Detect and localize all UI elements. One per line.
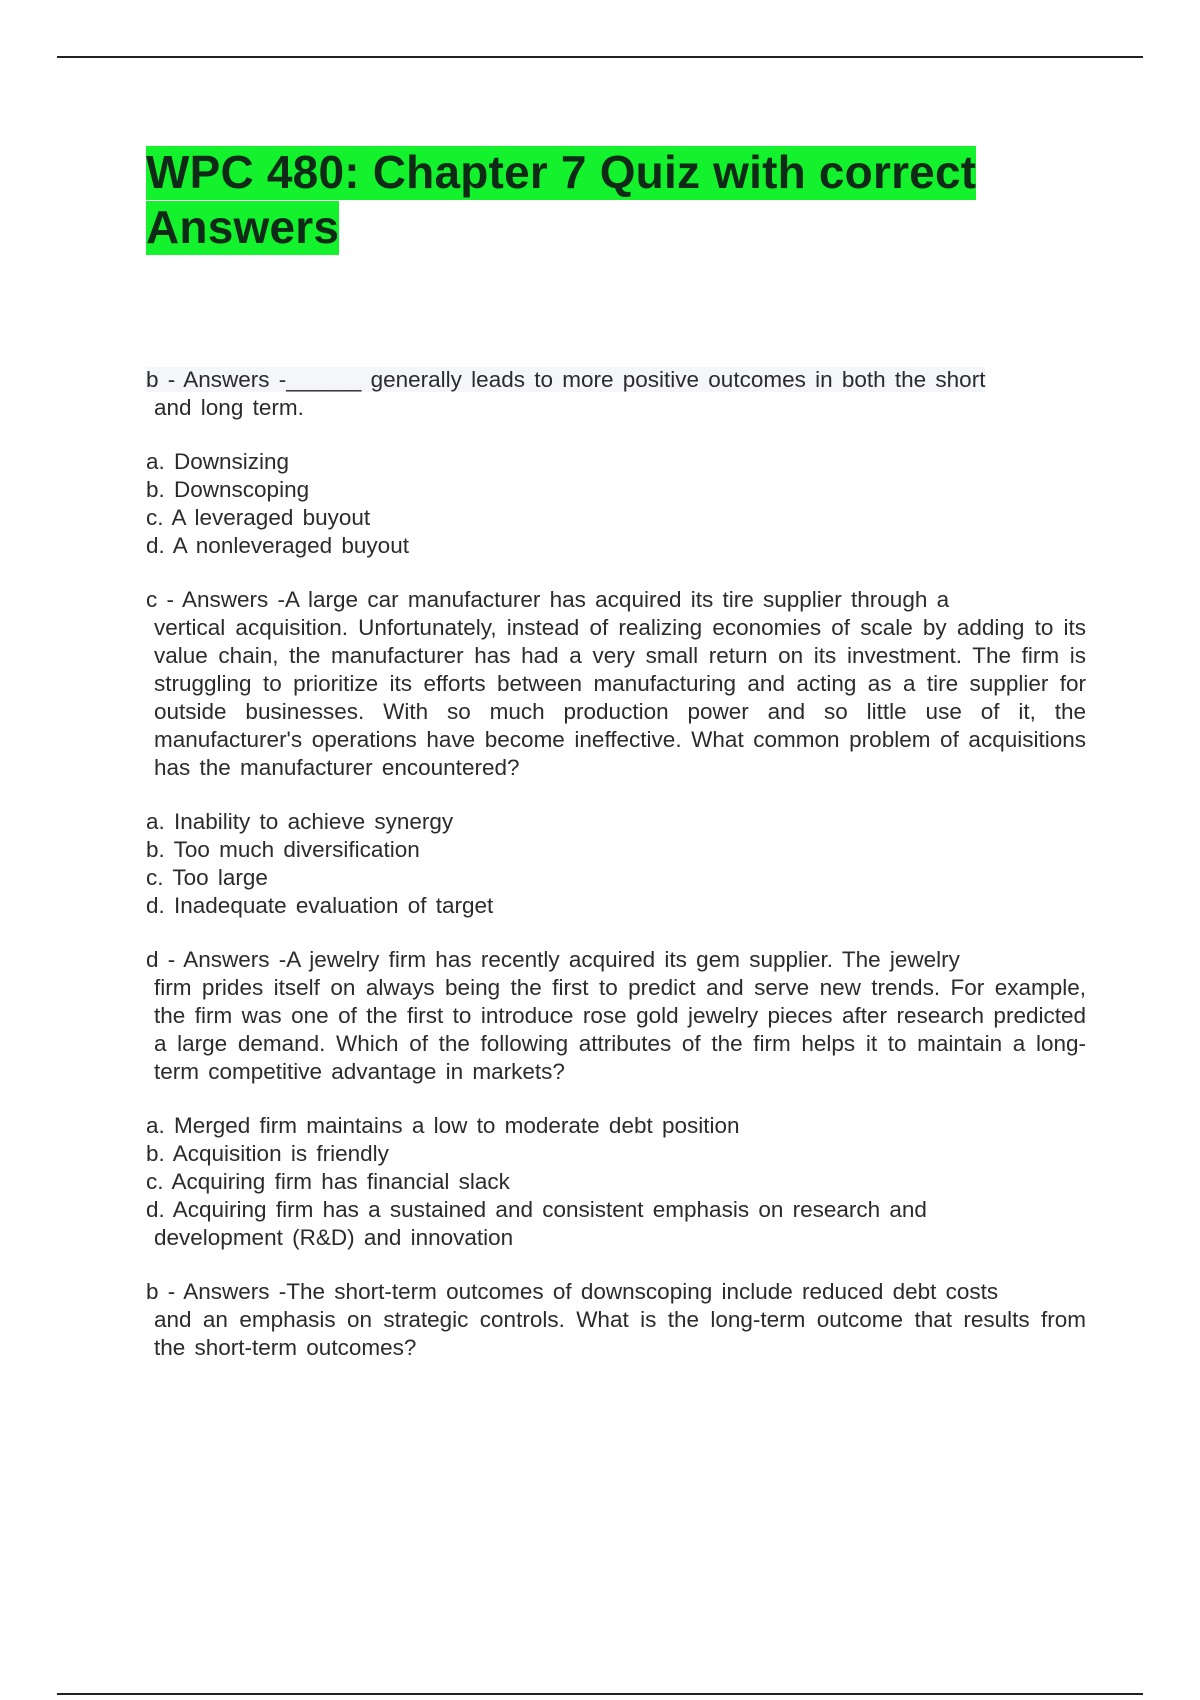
bottom-rule [57, 1693, 1143, 1695]
option-d-first-line: d. Acquiring firm has a sustained and consistent emphasis on research and [146, 1197, 927, 1222]
title-block [146, 145, 1046, 255]
question-3-first-line: d - Answers -A jewelry firm has recently acquired its gem supplier. The jewelry [146, 947, 960, 972]
question-2-text: vertical acquisition. Unfortunately, instead of realizing economies of scale by adding to its value chain, the manufacturer has had a very small return on its investment. The firm is struggling to prioritize its efforts between manufacturing and acting as a tire supplier for outside businesses. With so much production power and so little use of it, the manufacturer's operations have become ineffective. What common problem of acquisitions has the manufacturer encountered? [154, 615, 1086, 780]
quiz-content [146, 366, 1086, 1388]
option-d: d. A nonleveraged buyout [146, 533, 409, 558]
question-3-options [146, 1112, 1086, 1252]
question-2-first-line: c - Answers -A large car manufacturer has acquired its tire supplier through a [146, 587, 950, 612]
question-4-text: and an emphasis on strategic controls. What is the long-term outcome that results from the short-term outcomes? [154, 1307, 1086, 1360]
question-2 [146, 586, 1086, 782]
question-3 [146, 946, 1086, 1086]
option-b: b. Downscoping [146, 477, 310, 502]
option-c: c. Too large [146, 865, 268, 890]
option-c: c. Acquiring firm has financial slack [146, 1169, 510, 1194]
option-a: a. Merged firm maintains a low to moderate debt position [146, 1113, 740, 1138]
question-1-text: and long term. [154, 395, 304, 420]
question-1-first-line: b - Answers -______ generally leads to more positive outcomes in both the short [146, 367, 986, 392]
question-1 [146, 366, 1086, 422]
option-d-continuation: development (R&D) and innovation [154, 1225, 514, 1250]
page-title [146, 145, 1046, 255]
title-highlight: WPC 480: Chapter 7 Quiz with correct Answers [146, 146, 977, 253]
option-d [146, 1196, 1086, 1252]
option-a: a. Inability to achieve synergy [146, 809, 454, 834]
question-4-first-line: b - Answers -The short-term outcomes of downscoping include reduced debt costs [146, 1279, 999, 1304]
option-b: b. Too much diversification [146, 837, 420, 862]
option-d: d. Inadequate evaluation of target [146, 893, 494, 918]
option-c: c. A leveraged buyout [146, 505, 371, 530]
option-a: a. Downsizing [146, 449, 290, 474]
option-b: b. Acquisition is friendly [146, 1141, 389, 1166]
question-1-options [146, 448, 1086, 560]
question-2-options [146, 808, 1086, 920]
question-4 [146, 1278, 1086, 1362]
question-3-text: firm prides itself on always being the first to predict and serve new trends. For example, the firm was one of the first to introduce rose gold jewelry pieces after research predicted a large demand. Which of the following attributes of the firm helps it to maintain a long-term competitive advantage in markets? [154, 975, 1086, 1084]
top-rule [57, 56, 1143, 58]
